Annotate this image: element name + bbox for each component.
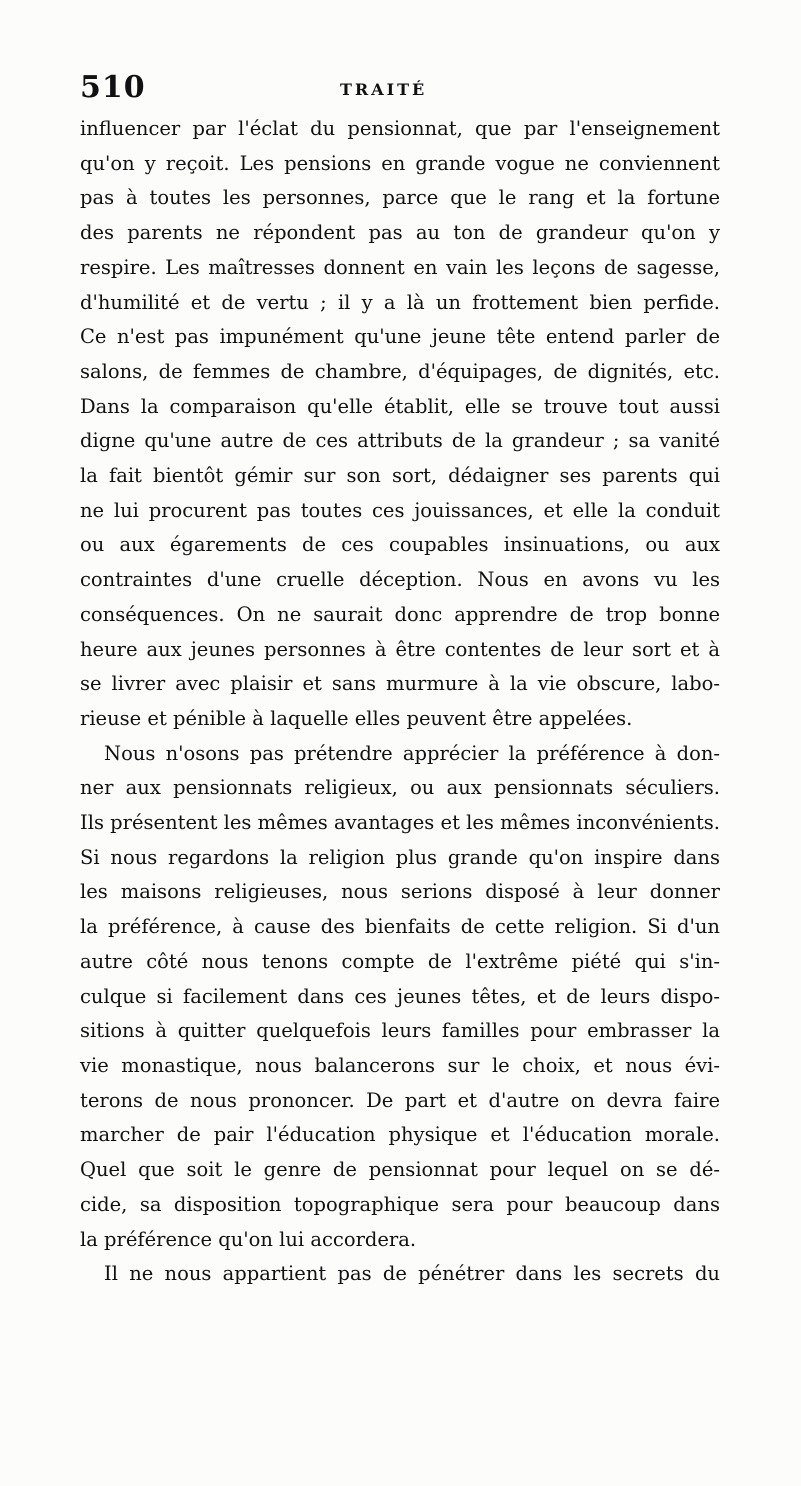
text-line: Ils présentent les mêmes avantages et les mêmes inconvénients. [80, 811, 720, 835]
text-line: marcher de pair l'éducation physique et l'éducation morale. [80, 1123, 720, 1147]
text-line: Quel que soit le genre de pensionnat pour lequel on se dé- [80, 1158, 720, 1182]
text-line: cide, sa disposition topographique sera pour beaucoup dans [80, 1192, 720, 1216]
running-head [80, 72, 720, 104]
text-line: rieuse et pénible à laquelle elles peuvent être appelées. [80, 706, 633, 730]
text-line: les maisons religieuses, nous serions disposé à leur donner [80, 880, 720, 904]
text-line: d'humilité et de vertu ; il y a là un frottement bien perfide. [80, 290, 720, 314]
text-line: des parents ne répondent pas au ton de grandeur qu'on y [80, 221, 720, 245]
text-line: Il ne nous appartient pas de pénétrer dans les secrets du [104, 1262, 720, 1286]
text-line: ner aux pensionnats religieux, ou aux pensionnats séculiers. [80, 776, 720, 800]
text-line: conséquences. On ne saurait donc apprendre de trop bonne [80, 602, 720, 626]
text-line: pas à toutes les personnes, parce que le rang et la fortune [80, 186, 720, 210]
text-line: autre côté nous tenons compte de l'extrême piété qui s'in- [80, 949, 720, 973]
text-line: se livrer avec plaisir et sans murmure à la vie obscure, labo- [80, 672, 720, 696]
text-line: digne qu'une autre de ces attributs de la grandeur ; sa vanité [80, 429, 720, 453]
page-number: 510 [80, 70, 146, 105]
text-line: vie monastique, nous balancerons sur le choix, et nous évi- [80, 1053, 720, 1077]
body-text [80, 112, 720, 1292]
text-line: la fait bientôt gémir sur son sort, dédaigner ses parents qui [80, 464, 720, 488]
text-line: heure aux jeunes personnes à être contentes de leur sort et à [80, 637, 720, 661]
text-line: la préférence qu'on lui accordera. [80, 1227, 417, 1251]
text-line: ne lui procurent pas toutes ces jouissances, et elle la conduit [80, 498, 720, 522]
text-line: Dans la comparaison qu'elle établit, elle se trouve tout aussi [80, 394, 720, 418]
running-title: TRAITÉ [340, 80, 428, 99]
text-line: influencer par l'éclat du pensionnat, que par l'enseignement [80, 117, 720, 140]
text-line: contraintes d'une cruelle déception. Nous en avons vu les [80, 568, 720, 592]
text-line: qu'on y reçoit. Les pensions en grande vogue ne conviennent [80, 151, 720, 175]
text-line: ou aux égarements de ces coupables insinuations, ou aux [80, 533, 720, 557]
text-line: salons, de femmes de chambre, d'équipages, de dignités, etc. [80, 359, 720, 383]
text-line: sitions à quitter quelquefois leurs familles pour embrasser la [80, 1019, 720, 1043]
text-line: respire. Les maîtresses donnent en vain les leçons de sagesse, [80, 255, 720, 279]
text-line: terons de nous prononcer. De part et d'autre on devra faire [80, 1088, 720, 1112]
text-line: culque si facilement dans ces jeunes têtes, et de leurs dispo- [80, 984, 720, 1008]
text-line: la préférence, à cause des bienfaits de cette religion. Si d'un [80, 915, 720, 939]
text-line: Nous n'osons pas prétendre apprécier la préférence à don- [104, 741, 720, 765]
text-line: Si nous regardons la religion plus grande qu'on inspire dans [80, 845, 720, 869]
text-line: Ce n'est pas impunément qu'une jeune tête entend parler de [80, 325, 720, 349]
